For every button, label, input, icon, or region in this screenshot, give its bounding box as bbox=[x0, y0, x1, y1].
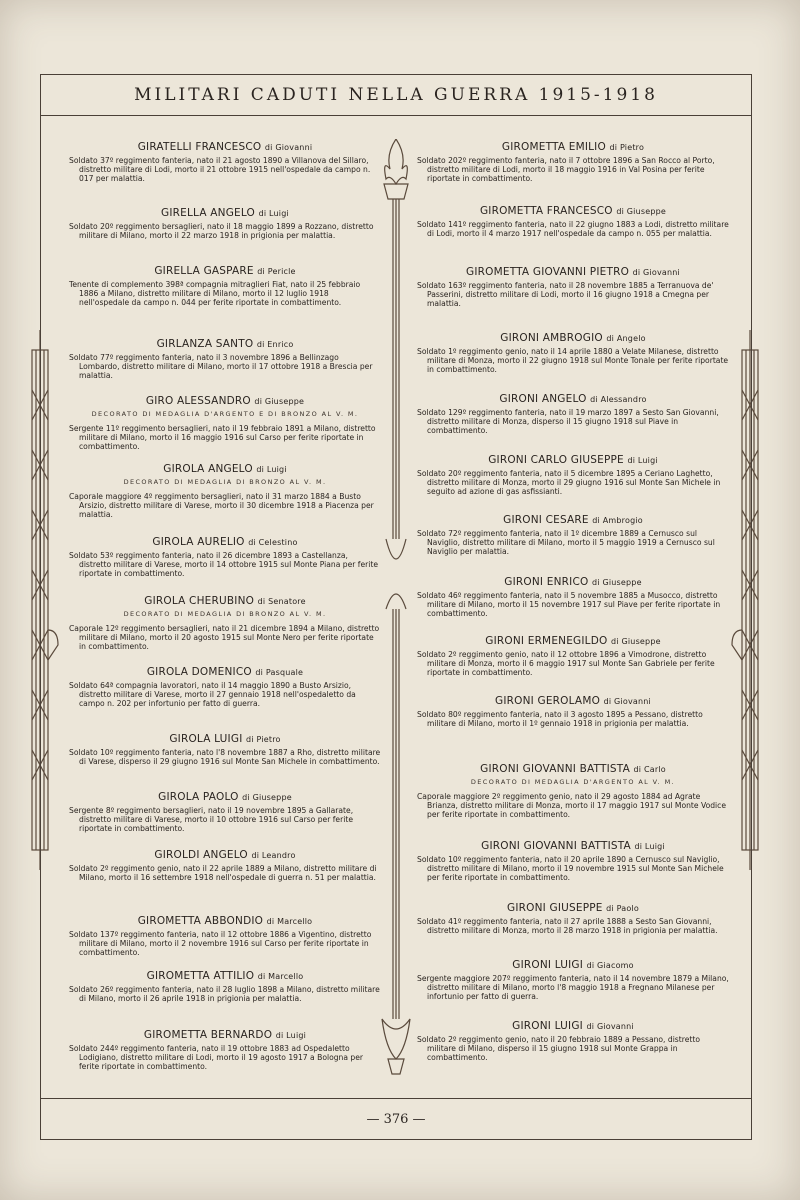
list-item bbox=[69, 595, 381, 652]
soldier-name bbox=[417, 332, 729, 344]
entry-text: Sergente 11º reggimento bersaglieri, nato il 19 febbraio 1891 a Milano, distretto militare di Milano, morto il 16 maggio 1916 sul Carso per ferite riportate in combattimento. bbox=[69, 424, 376, 452]
list-item bbox=[69, 733, 381, 766]
soldier-name bbox=[69, 463, 381, 475]
soldier-surname-name: GIROLA PAOLO bbox=[158, 791, 239, 803]
list-item bbox=[417, 840, 729, 883]
soldier-surname-name: GIROMETTA EMILIO bbox=[501, 141, 606, 153]
soldier-surname-name: GIRATELLI FRANCESCO bbox=[137, 141, 262, 153]
list-item bbox=[417, 141, 729, 184]
father-name: di Luigi bbox=[627, 456, 658, 465]
list-item bbox=[69, 207, 381, 240]
father-name: di Pietro bbox=[246, 735, 281, 744]
entry-text: Soldato 64ª compagnia lavoratori, nato il 14 maggio 1890 a Busto Arsizio, distretto militare di Varese, morto il 27 gennaio 1918 nell'ospedaletto da campo n. 202 per infortunio per fatto di guerra. bbox=[69, 681, 356, 709]
soldier-surname-name: GIRO ALESSANDRO bbox=[145, 395, 251, 407]
entry-text: Soldato 244º reggimento fanteria, nato il 19 ottobre 1883 ad Ospedaletto Lodigiano, distretto militare di Lodi, morto il 19 agosto 1917 a Bologna per ferite riportate in combattimento. bbox=[69, 1044, 364, 1072]
father-name: di Pasquale bbox=[255, 668, 304, 677]
soldier-surname-name: GIRONI LUIGI bbox=[512, 1020, 583, 1032]
list-item bbox=[69, 463, 381, 520]
soldier-name bbox=[69, 666, 381, 678]
list-item bbox=[69, 338, 381, 381]
list-item bbox=[69, 265, 381, 308]
entry-text: Sergente maggiore 207º reggimento fanteria, nato il 14 novembre 1879 a Milano, distretto militare di Milano, morto l'8 maggio 1918 a Fregnano Milanese per infortunio per fatto di guerra. bbox=[417, 974, 729, 1002]
father-name: di Celestino bbox=[248, 538, 298, 547]
soldier-name bbox=[417, 266, 729, 278]
entry-text: Soldato 141º reggimento fanteria, nato il 22 giugno 1883 a Lodi, distretto militare di Lodi, morto il 4 marzo 1917 nell'ospedale da campo n. 055 per malattia. bbox=[417, 220, 729, 239]
list-item bbox=[69, 395, 381, 452]
soldier-surname-name: GIRONI LUIGI bbox=[512, 959, 584, 971]
soldier-surname-name: GIRELLA ANGELO bbox=[161, 207, 256, 219]
list-item bbox=[417, 332, 729, 375]
father-name: di Giuseppe bbox=[616, 207, 667, 216]
soldier-surname-name: GIROLA DOMENICO bbox=[146, 666, 252, 678]
list-item bbox=[417, 902, 729, 935]
list-item bbox=[417, 266, 729, 309]
list-item bbox=[417, 763, 729, 820]
father-name: di Giuseppe bbox=[592, 578, 642, 587]
soldier-name bbox=[69, 733, 381, 745]
soldier-name bbox=[417, 514, 729, 526]
soldier-name bbox=[69, 595, 381, 607]
list-item bbox=[417, 959, 729, 1002]
list-item bbox=[417, 205, 729, 238]
soldier-surname-name: GIROMETTA BERNARDO bbox=[143, 1029, 273, 1041]
entry-text: Soldato 46º reggimento fanteria, nato il 5 novembre 1885 a Musocco, distretto militare di Milano, morto il 15 novembre 1917 sul Piave per ferite riportate in combattimento. bbox=[417, 591, 721, 619]
soldier-surname-name: GIROLA AURELIO bbox=[152, 536, 245, 548]
father-name: di Marcello bbox=[266, 917, 313, 926]
father-name: di Giovanni bbox=[632, 268, 680, 277]
list-item bbox=[69, 791, 381, 834]
soldier-surname-name: GIRONI GIUSEPPE bbox=[507, 902, 603, 914]
soldier-surname-name: GIRONI CESARE bbox=[503, 514, 589, 526]
entry-text: Soldato 20º reggimento bersaglieri, nato il 18 maggio 1899 a Rozzano, distretto militare di Milano, morto il 22 marzo 1918 in prigionia per malattia. bbox=[69, 222, 374, 241]
father-name: di Enrico bbox=[256, 340, 294, 349]
soldier-surname-name: GIRELLA GASPARE bbox=[154, 265, 254, 277]
father-name: di Alessandro bbox=[590, 395, 647, 404]
soldier-name bbox=[69, 915, 381, 927]
father-name: di Pericle bbox=[257, 267, 296, 276]
soldier-surname-name: GIRONI CARLO GIUSEPPE bbox=[488, 454, 624, 466]
soldier-surname-name: GIRONI ERMENEGILDO bbox=[485, 635, 608, 647]
soldier-surname-name: GIRONI ANGELO bbox=[499, 393, 587, 405]
decoration-note: DECORATO DI MEDAGLIA DI BRONZO AL V. M. bbox=[123, 610, 327, 618]
soldier-surname-name: GIROMETTA FRANCESCO bbox=[479, 205, 613, 217]
soldier-name bbox=[417, 576, 729, 588]
list-item bbox=[417, 514, 729, 557]
soldier-name bbox=[417, 959, 729, 971]
entry-text: Soldato 37º reggimento fanteria, nato il 21 agosto 1890 a Villanova del Sillaro, distretto militare di Lodi, morto il 21 ottobre 1915 nell'ospedale da campo n. 017 per malattia. bbox=[69, 156, 371, 184]
title-bar bbox=[41, 75, 751, 116]
father-name: di Giovanni bbox=[264, 143, 313, 152]
soldier-name bbox=[69, 265, 381, 277]
soldier-name bbox=[417, 763, 729, 775]
entry-text: Sergente 8º reggimento bersaglieri, nato il 19 novembre 1895 a Gallarate, distretto militare di Varese, morto il 10 ottobre 1916 sul Carso per ferite riportate in combattimento. bbox=[69, 806, 354, 834]
list-item bbox=[417, 635, 729, 678]
entry-text: Soldato 10º reggimento fanteria, nato il 20 aprile 1890 a Cernusco sul Naviglio, distretto militare di Milano, morto il 19 novembre 1915 sul Monte San Michele per ferite riportate in combattimento. bbox=[417, 855, 724, 883]
soldier-surname-name: GIRONI ENRICO bbox=[504, 576, 589, 588]
list-item bbox=[417, 695, 729, 728]
list-item bbox=[417, 454, 729, 497]
entry-text: Soldato 53º reggimento fanteria, nato il 26 dicembre 1893 a Castellanza, distretto militare di Varese, morto il 14 ottobre 1915 sul Monte Piana per ferite riportate in combattimento. bbox=[69, 551, 379, 579]
soldier-surname-name: GIRONI GIOVANNI BATTISTA bbox=[481, 840, 631, 852]
father-name: di Giuseppe bbox=[242, 793, 292, 802]
soldier-surname-name: GIROLA CHERUBINO bbox=[144, 595, 255, 607]
list-item bbox=[417, 576, 729, 619]
father-name: di Pietro bbox=[609, 143, 645, 152]
soldier-surname-name: GIRONI GEROLAMO bbox=[495, 695, 601, 707]
entry-text: Soldato 202º reggimento fanteria, nato il 7 ottobre 1896 a San Rocco al Porto, distretto militare di Lodi, morto il 18 maggio 1916 in Val Posina per ferite riportate in combattimento. bbox=[417, 156, 715, 184]
soldier-name bbox=[69, 395, 381, 407]
father-name: di Giacomo bbox=[586, 961, 634, 970]
entry-text: Caporale 12º reggimento bersaglieri, nato il 21 dicembre 1894 a Milano, distretto militare di Milano, morto il 20 agosto 1915 sul Monte Nero per ferite riportate in combattimento. bbox=[69, 624, 380, 652]
soldier-name bbox=[417, 141, 729, 153]
entry-text: Soldato 41º reggimento fanteria, nato il 27 aprile 1888 a Sesto San Giovanni, distretto militare di Monza, morto il 28 marzo 1918 in prigionia per malattia. bbox=[417, 917, 718, 936]
entry-text: Soldato 137º reggimento fanteria, nato il 12 ottobre 1886 a Vigentino, distretto militare di Milano, morto il 2 novembre 1916 sul Carso per ferite riportate in combattimento. bbox=[69, 930, 372, 958]
father-name: di Giovanni bbox=[586, 1022, 634, 1031]
entry-text: Soldato 163º reggimento fanteria, nato il 28 novembre 1885 a Terranuova de' Passerini, distretto militare di Lodi, morto il 16 giugno 1918 a Cmegna per malattia. bbox=[417, 281, 714, 309]
father-name: di Luigi bbox=[275, 1031, 307, 1040]
soldier-name bbox=[69, 141, 381, 153]
soldier-name bbox=[417, 695, 729, 707]
soldier-surname-name: GIRLANZA SANTO bbox=[156, 338, 254, 350]
entry-text: Caporale maggiore 4º reggimento bersaglieri, nato il 31 marzo 1884 a Busto Arsizio, distretto militare di Varese, morto il 30 dicembre 1918 a Piacenza per malattia. bbox=[69, 492, 374, 520]
decoration-note: DECORATO DI MEDAGLIA D'ARGENTO AL V. M. bbox=[470, 778, 676, 786]
father-name: di Giovanni bbox=[603, 697, 651, 706]
soldier-surname-name: GIROLA ANGELO bbox=[163, 463, 253, 475]
list-item bbox=[417, 1020, 729, 1063]
entry-text: Soldato 2º reggimento genio, nato il 20 febbraio 1889 a Pessano, distretto militare di Milano, disperso il 15 giugno 1918 sul Monte Grappa in combattimento. bbox=[417, 1035, 700, 1063]
torch-divider-icon bbox=[376, 139, 416, 1089]
father-name: di Paolo bbox=[606, 904, 639, 913]
list-item bbox=[69, 849, 381, 882]
soldier-name bbox=[69, 207, 381, 219]
soldier-name bbox=[69, 536, 381, 548]
soldier-name bbox=[417, 902, 729, 914]
entry-text: Soldato 80º reggimento fanteria, nato il 3 agosto 1895 a Pessano, distretto militare di Milano, morto il 1º gennaio 1918 in prigionia per malattia. bbox=[417, 710, 703, 729]
soldier-surname-name: GIROLA LUIGI bbox=[169, 733, 243, 745]
decoration-note: DECORATO DI MEDAGLIA D'ARGENTO E DI BRONZO AL V. M. bbox=[91, 410, 359, 418]
list-item bbox=[69, 666, 381, 709]
list-item bbox=[69, 536, 381, 579]
soldier-name bbox=[69, 1029, 381, 1041]
father-name: di Senatore bbox=[257, 597, 306, 606]
page-frame bbox=[40, 74, 752, 1140]
soldier-name bbox=[417, 205, 729, 217]
entry-text: Soldato 26º reggimento fanteria, nato il 28 luglio 1898 a Milano, distretto militare di Milano, morto il 26 aprile 1918 in prigionia per malattia. bbox=[69, 985, 380, 1004]
soldier-name bbox=[69, 791, 381, 803]
soldier-surname-name: GIROMETTA ABBONDIO bbox=[137, 915, 264, 927]
soldier-name bbox=[417, 393, 729, 405]
father-name: di Leandro bbox=[251, 851, 296, 860]
soldier-name bbox=[69, 338, 381, 350]
entry-text: Tenente di complemento 398ª compagnia mitraglieri Fiat, nato il 25 febbraio 1886 a Milano, distretto militare di Milano, morto il 12 luglio 1918 nell'ospedale da campo n. 044 per ferite riportate in combattimento. bbox=[69, 280, 361, 308]
list-item bbox=[69, 970, 381, 1003]
soldier-surname-name: GIROMETTA GIOVANNI PIETRO bbox=[466, 266, 630, 278]
soldier-surname-name: GIROLDI ANGELO bbox=[154, 849, 248, 861]
father-name: di Ambrogio bbox=[592, 516, 643, 525]
entry-text: Soldato 129º reggimento fanteria, nato il 19 marzo 1897 a Sesto San Giovanni, distretto militare di Monza, disperso il 15 giugno 1918 sul Piave in combattimento. bbox=[417, 408, 719, 436]
soldier-name bbox=[417, 454, 729, 466]
list-item bbox=[417, 393, 729, 436]
father-name: di Luigi bbox=[634, 842, 665, 851]
father-name: di Angelo bbox=[606, 334, 646, 343]
father-name: di Marcello bbox=[257, 972, 304, 981]
soldier-name bbox=[69, 849, 381, 861]
father-name: di Giuseppe bbox=[254, 397, 305, 406]
entry-text: Soldato 77º reggimento fanteria, nato il 3 novembre 1896 a Bellinzago Lombardo, distretto militare di Milano, morto il 17 ottobre 1918 a Brescia per malattia. bbox=[69, 353, 373, 381]
soldier-name bbox=[417, 840, 729, 852]
soldier-name bbox=[417, 1020, 729, 1032]
soldier-name bbox=[417, 635, 729, 647]
decoration-note: DECORATO DI MEDAGLIA DI BRONZO AL V. M. bbox=[123, 478, 327, 486]
soldier-name bbox=[69, 970, 381, 982]
soldier-surname-name: GIRONI GIOVANNI BATTISTA bbox=[480, 763, 630, 775]
footer-bar bbox=[41, 1098, 751, 1139]
father-name: di Luigi bbox=[256, 465, 287, 474]
entry-text: Soldato 1º reggimento genio, nato il 14 aprile 1880 a Velate Milanese, distretto militare di Monza, morto il 22 giugno 1918 sul Monte Tonale per ferite riportate in combattimento. bbox=[417, 347, 729, 375]
father-name: di Carlo bbox=[633, 765, 666, 774]
soldier-surname-name: GIROMETTA ATTILIO bbox=[146, 970, 255, 982]
page-number: — 376 — bbox=[366, 1111, 426, 1127]
page-title: MILITARI CADUTI NELLA GUERRA 1915-1918 bbox=[134, 85, 658, 105]
entry-text: Soldato 2º reggimento genio, nato il 22 aprile 1889 a Milano, distretto militare di Milano, morto il 16 settembre 1918 nell'ospedale di guerra n. 51 per malattia. bbox=[69, 864, 377, 883]
list-item bbox=[69, 141, 381, 184]
entry-text: Soldato 10º reggimento fanteria, nato l'8 novembre 1887 a Rho, distretto militare di Varese, disperso il 29 giugno 1916 sul Monte San Michele in combattimento. bbox=[69, 748, 381, 767]
soldier-surname-name: GIRONI AMBROGIO bbox=[500, 332, 603, 344]
entry-text: Soldato 2º reggimento genio, nato il 12 ottobre 1896 a Vimodrone, distretto militare di Monza, morto il 6 maggio 1917 sul Monte San Gabriele per ferite riportate in combattimento. bbox=[417, 650, 715, 678]
list-item bbox=[69, 915, 381, 958]
father-name: di Luigi bbox=[258, 209, 289, 218]
list-item bbox=[69, 1029, 381, 1072]
entry-text: Soldato 72º reggimento fanteria, nato il 1º dicembre 1889 a Cernusco sul Naviglio, distretto militare di Milano, morto il 5 maggio 1919 a Cernusco sul Naviglio per malattia. bbox=[417, 529, 715, 557]
father-name: di Giuseppe bbox=[611, 637, 661, 646]
entry-text: Caporale maggiore 2º reggimento genio, nato il 29 agosto 1884 ad Agrate Brianza, distretto militare di Monza, morto il 17 maggio 1917 sul Monte Vodice per ferite riportate in combattimento. bbox=[417, 792, 727, 820]
entry-text: Soldato 20º reggimento fanteria, nato il 5 dicembre 1895 a Ceriano Laghetto, distretto militare di Monza, morto il 29 giugno 1916 sul Monte San Michele in seguito ad azione di gas asfissianti. bbox=[417, 469, 721, 497]
